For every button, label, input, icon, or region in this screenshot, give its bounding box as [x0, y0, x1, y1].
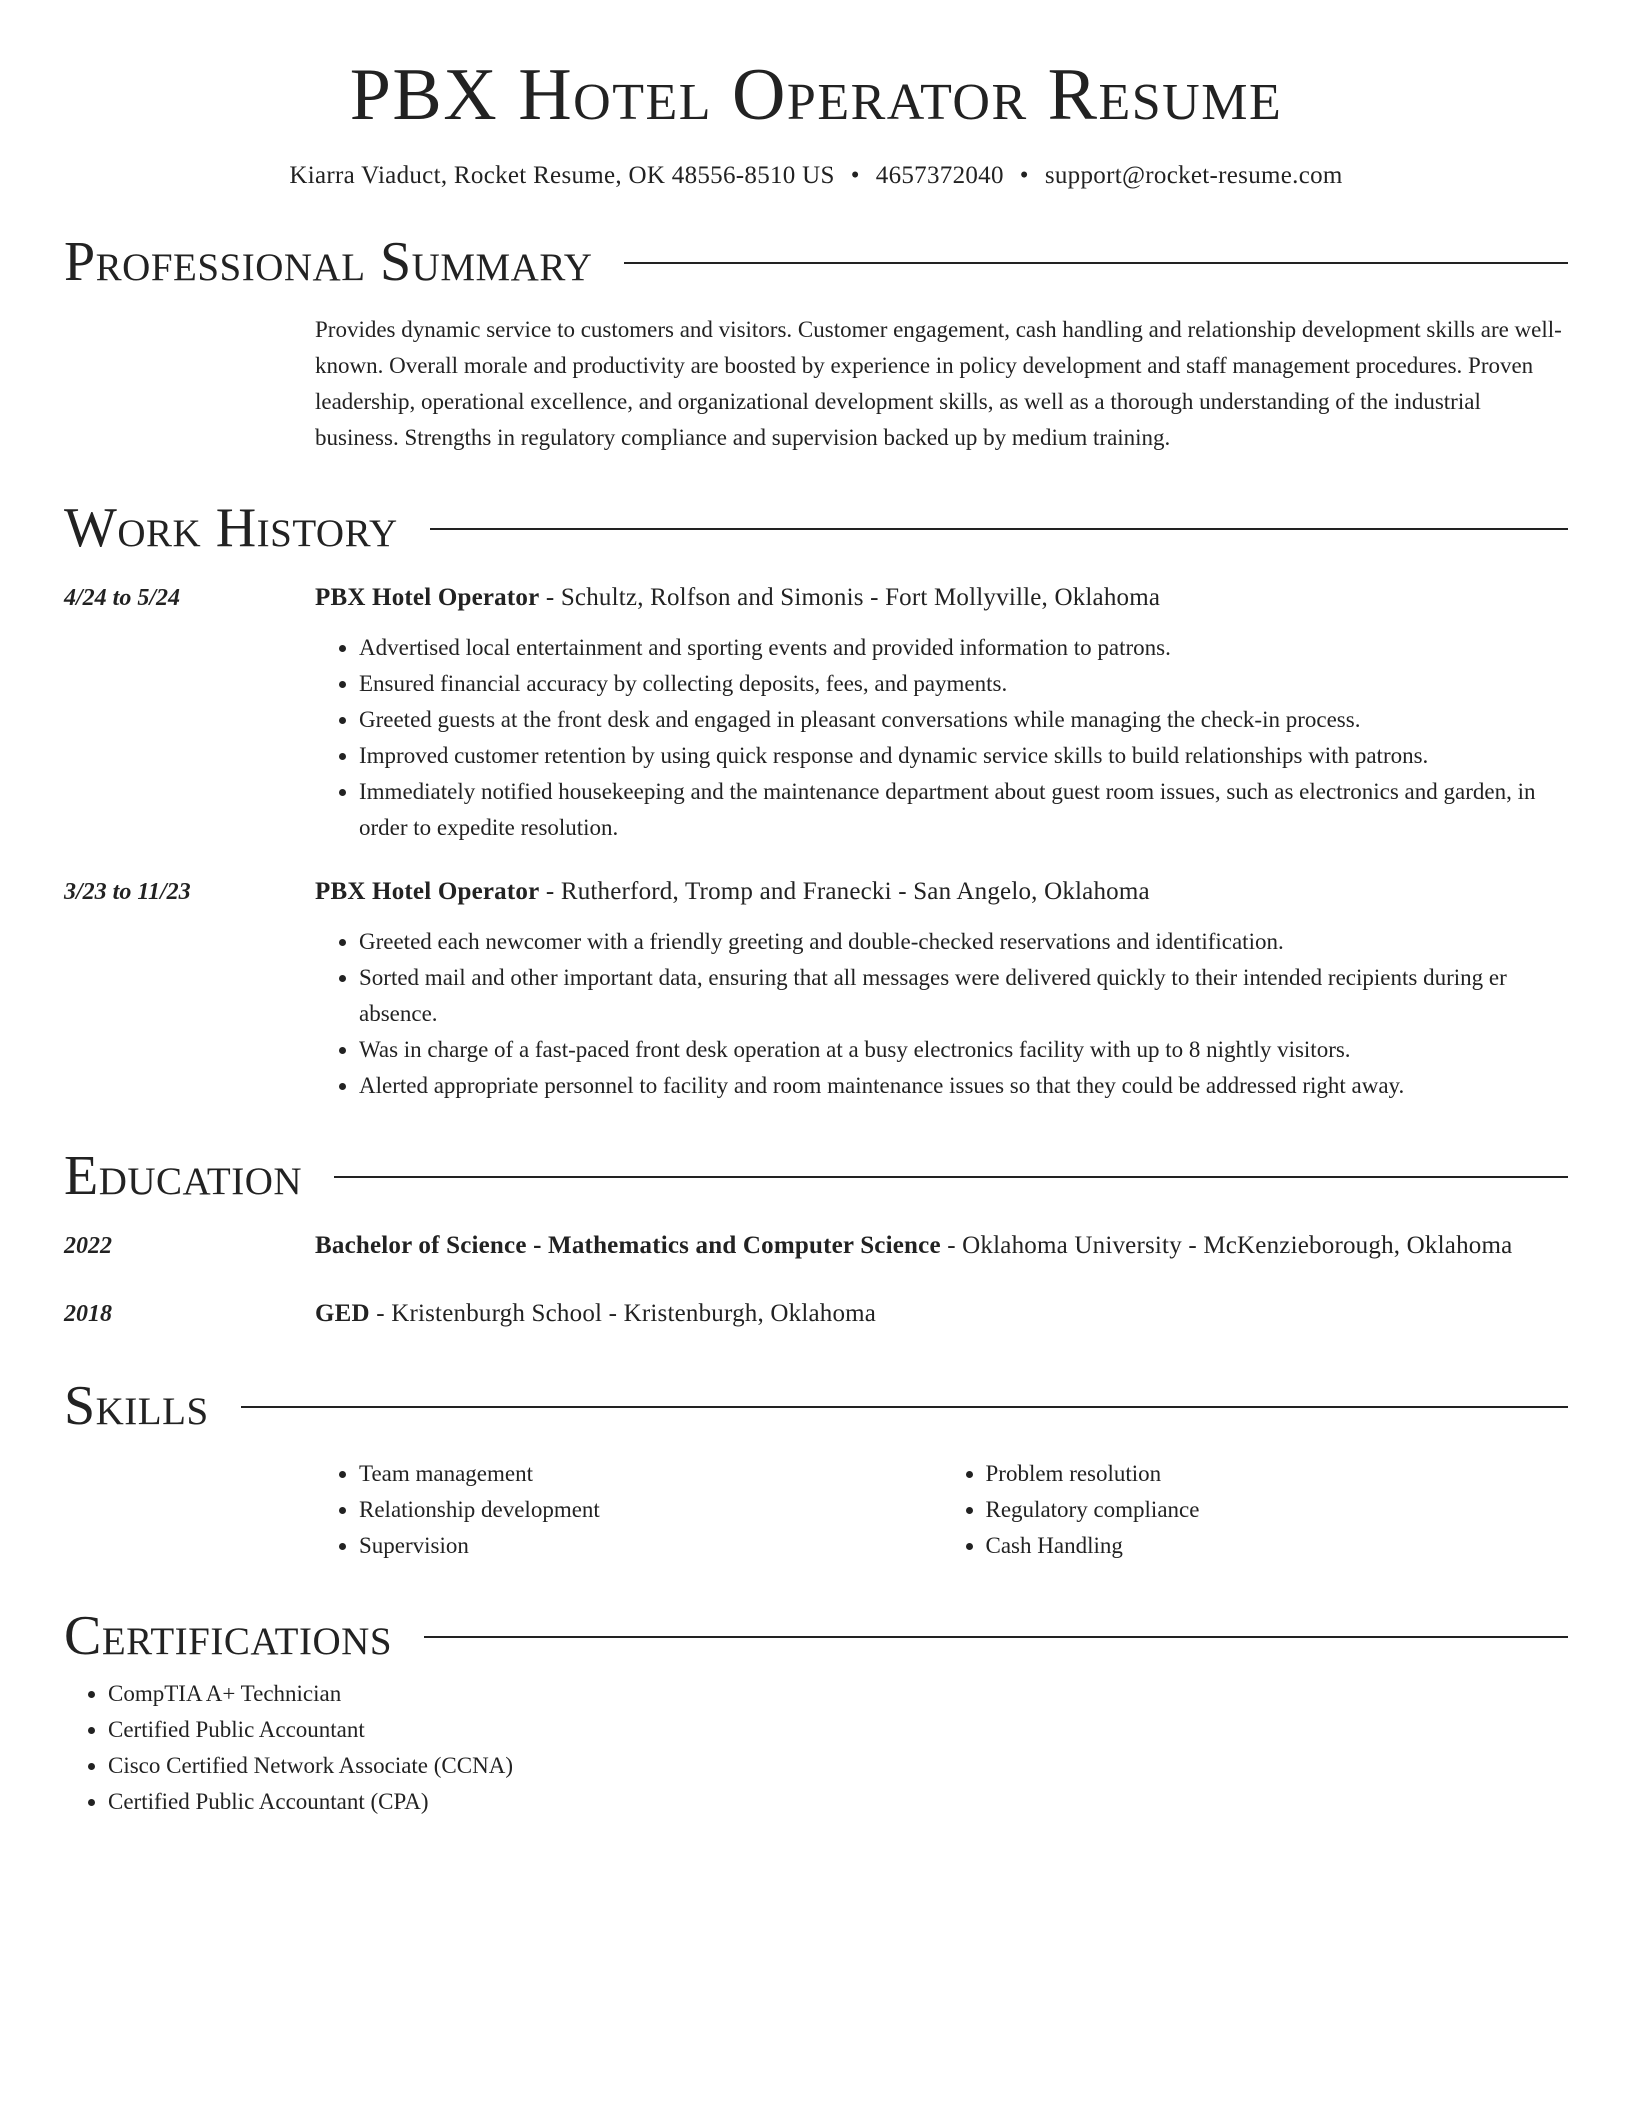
skill-item: • Relationship development — [359, 1492, 942, 1528]
job-body — [315, 578, 1568, 846]
certification-item: • CompTIA A+ Technician — [108, 1676, 1568, 1712]
job-duty: • Was in charge of a fast-paced front desk operation at a busy electronics facility with up to 8 nightly visitors. — [359, 1032, 1568, 1068]
section-divider — [430, 528, 1568, 530]
job-entry — [64, 578, 1568, 846]
certification-item: • Certified Public Accountant — [108, 1712, 1568, 1748]
contact-address: Kiarra Viaduct, Rocket Resume, OK 48556-8510 US — [289, 162, 835, 189]
job-duty: • Immediately notified housekeeping and the maintenance department about guest room issues, such as electronics and garden, in order to expedite resolution. — [359, 774, 1568, 846]
section-divider — [334, 1176, 1568, 1178]
certifications-list — [64, 1676, 1568, 1820]
education-body — [315, 1294, 1568, 1334]
job-employer: - Rutherford, Tromp and Franecki - San Angelo, Oklahoma — [539, 878, 1150, 905]
education-entry — [64, 1226, 1568, 1266]
education-headline — [315, 1294, 1568, 1334]
job-duty: • Ensured financial accuracy by collecting deposits, fees, and payments. — [359, 666, 1568, 702]
section-divider — [424, 1636, 1568, 1638]
job-headline — [315, 578, 1568, 618]
job-duty: • Sorted mail and other important data, ensuring that all messages were delivered quickly to their intended recipients during er absence. — [359, 960, 1568, 1032]
education-degree: GED — [315, 1300, 370, 1327]
job-dates: 3/23 to 11/23 — [64, 879, 191, 905]
job-title: PBX Hotel Operator — [315, 584, 540, 611]
skill-item: • Team management — [359, 1456, 942, 1492]
job-employer: - Schultz, Rolfson and Simonis - Fort Mollyville, Oklahoma — [539, 584, 1161, 611]
contact-separator: • — [1019, 162, 1029, 189]
section-title-skills: Skills — [64, 1375, 209, 1437]
section-title-summary: Professional Summary — [64, 231, 593, 293]
education-year: 2018 — [64, 1301, 112, 1327]
education-headline — [315, 1226, 1568, 1266]
education-body — [315, 1226, 1568, 1266]
skills-column-left — [315, 1456, 942, 1564]
section-title-education: Education — [64, 1145, 303, 1207]
resume-title: PBX Hotel Operator Resume — [349, 54, 1283, 136]
skill-item: • Problem resolution — [986, 1456, 1569, 1492]
education-school: - Oklahoma University - McKenzieborough, Oklahoma — [940, 1232, 1513, 1259]
job-headline — [315, 872, 1568, 912]
job-entry — [64, 872, 1568, 1104]
section-divider — [241, 1406, 1568, 1408]
education-entry — [64, 1294, 1568, 1334]
education-degree: Bachelor of Science - Mathematics and Computer Science — [315, 1232, 941, 1259]
education-school: - Kristenburgh School - Kristenburgh, Oklahoma — [369, 1300, 877, 1327]
skills-list — [315, 1456, 1568, 1564]
job-duty: • Advertised local entertainment and sporting events and provided information to patrons. — [359, 630, 1568, 666]
job-duties — [315, 630, 1568, 846]
section-header-summary — [64, 231, 1568, 293]
certification-item: • Cisco Certified Network Associate (CCNA) — [108, 1748, 1568, 1784]
contact-phone: 4657372040 — [875, 162, 1004, 189]
job-title: PBX Hotel Operator — [315, 878, 540, 905]
job-duty: • Greeted each newcomer with a friendly greeting and double-checked reservations and identification. — [359, 924, 1568, 960]
contact-line — [64, 162, 1568, 190]
job-duties — [315, 924, 1568, 1104]
job-duty: • Greeted guests at the front desk and engaged in pleasant conversations while managing the check-in process. — [359, 702, 1568, 738]
skill-item: • Regulatory compliance — [986, 1492, 1569, 1528]
job-duty: • Alerted appropriate personnel to facility and room maintenance issues so that they could be addressed right away. — [359, 1068, 1568, 1104]
skill-item: • Supervision — [359, 1528, 942, 1564]
section-header-certifications — [64, 1605, 1568, 1667]
section-divider — [624, 262, 1568, 264]
job-duty: • Improved customer retention by using quick response and dynamic service skills to build relationships with patrons. — [359, 738, 1568, 774]
skill-item: • Cash Handling — [986, 1528, 1569, 1564]
section-header-skills — [64, 1375, 1568, 1437]
contact-email: support@rocket-resume.com — [1044, 162, 1343, 189]
certification-item: • Certified Public Accountant (CPA) — [108, 1784, 1568, 1820]
education-year: 2022 — [64, 1233, 112, 1259]
summary-text: Provides dynamic service to customers and visitors. Customer engagement, cash handling and relationship development skills are well-known. Overall morale and productivity are boosted by experience in policy development and staff management procedures. Proven leadership, operational excellence, and organizational development skills, as well as a thorough understanding of the industrial business. Strengths in regulatory compliance and supervision backed up by medium training. — [315, 317, 1562, 450]
skills-column-right — [942, 1456, 1569, 1564]
section-title-work-history: Work History — [64, 497, 398, 559]
job-body — [315, 872, 1568, 1104]
section-title-certifications: Certifications — [64, 1605, 393, 1667]
section-header-work-history — [64, 497, 1568, 559]
section-header-education — [64, 1145, 1568, 1207]
job-dates: 4/24 to 5/24 — [64, 585, 181, 611]
contact-separator: • — [850, 162, 860, 189]
